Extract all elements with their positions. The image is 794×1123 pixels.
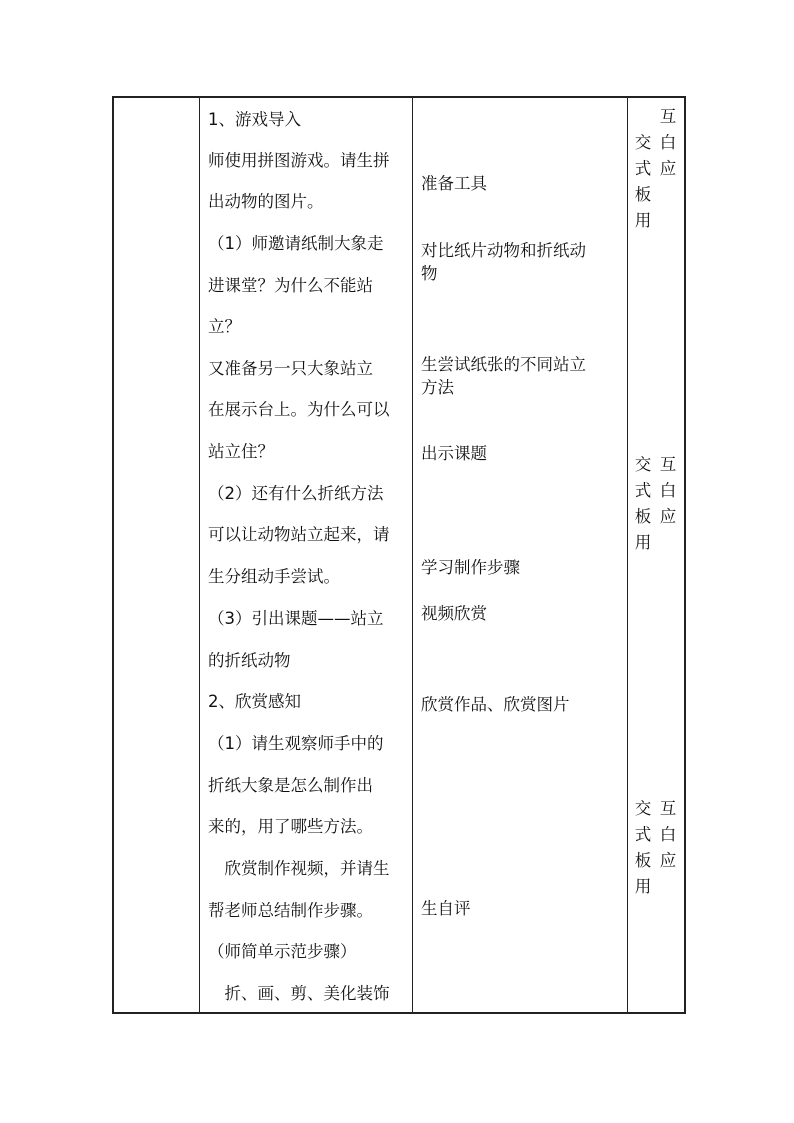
lesson-table bbox=[112, 96, 686, 1014]
activity-line: 折纸大象是怎么制作出 bbox=[208, 776, 373, 795]
note-char: 交 bbox=[634, 455, 652, 474]
note-char: 式 bbox=[634, 825, 652, 844]
note-vertical-left bbox=[634, 130, 652, 234]
note-vertical-left bbox=[634, 452, 652, 556]
note-char: 白 bbox=[659, 133, 677, 152]
student-line: 学习制作步骤 bbox=[421, 558, 520, 577]
student-line: 生自评 bbox=[421, 899, 471, 918]
note-char: 互 bbox=[659, 799, 677, 818]
note-char: 白 bbox=[659, 825, 677, 844]
activity-line: 站立住？ bbox=[208, 442, 274, 461]
student-line: 对比纸片动物和折纸动 bbox=[421, 241, 586, 260]
column-divider bbox=[412, 98, 413, 1012]
note-char: 互 bbox=[659, 107, 677, 126]
activity-line: 生分组动手尝试。 bbox=[208, 567, 340, 586]
activity-line: （师简单示范步骤） bbox=[208, 942, 357, 961]
note-char: 应 bbox=[659, 851, 677, 870]
student-line: 欣赏作品、欣赏图片 bbox=[421, 695, 570, 714]
activity-line: 来的，用了哪些方法。 bbox=[208, 817, 373, 836]
activity-line: （2）还有什么折纸方法 bbox=[208, 484, 384, 503]
student-line: 出示课题 bbox=[421, 444, 487, 463]
activity-line: （1）请生观察师手中的 bbox=[208, 734, 384, 753]
note-char: 式 bbox=[634, 481, 652, 500]
activity-line: 折、画、剪、美化装饰 bbox=[208, 984, 390, 1003]
student-line: 方法 bbox=[421, 378, 454, 397]
activity-line: （1）师邀请纸制大象走 bbox=[208, 234, 384, 253]
student-line: 视频欣赏 bbox=[421, 604, 487, 623]
activity-line: 又准备另一只大象站立 bbox=[208, 359, 373, 378]
activity-line: 出动物的图片。 bbox=[208, 192, 324, 211]
note-char: 应 bbox=[659, 159, 677, 178]
note-char: 用 bbox=[634, 877, 652, 896]
student-line: 准备工具 bbox=[421, 174, 487, 193]
activity-line: 1、游戏导入 bbox=[208, 110, 301, 129]
activity-line: 进课堂？为什么不能站 bbox=[208, 276, 373, 295]
note-vertical-right bbox=[659, 104, 677, 182]
activity-line: （3）引出课题——站立 bbox=[208, 609, 384, 628]
note-vertical-left bbox=[634, 796, 652, 900]
activity-line: 师使用拼图游戏。请生拼 bbox=[208, 151, 390, 170]
note-char: 白 bbox=[659, 481, 677, 500]
note-char: 板 bbox=[634, 507, 652, 526]
note-vertical-right bbox=[659, 796, 677, 874]
note-char: 交 bbox=[634, 799, 652, 818]
activity-line: 可以让动物站立起来，请 bbox=[208, 525, 390, 544]
note-char: 用 bbox=[634, 211, 652, 230]
activity-line: 2、欣赏感知 bbox=[208, 692, 301, 711]
note-char: 板 bbox=[634, 851, 652, 870]
activity-line: 在展示台上。为什么可以 bbox=[208, 400, 390, 419]
note-char: 应 bbox=[659, 507, 677, 526]
activity-line: 立？ bbox=[208, 317, 241, 336]
student-line: 生尝试纸张的不同站立 bbox=[421, 355, 586, 374]
note-char: 互 bbox=[659, 455, 677, 474]
column-divider bbox=[199, 98, 200, 1012]
note-char: 交 bbox=[634, 133, 652, 152]
note-vertical-right bbox=[659, 452, 677, 530]
activity-line: 帮老师总结制作步骤。 bbox=[208, 901, 373, 920]
note-char: 式 bbox=[634, 159, 652, 178]
student-line: 物 bbox=[421, 264, 438, 283]
note-char: 板 bbox=[634, 185, 652, 204]
column-divider bbox=[627, 98, 628, 1012]
note-char: 用 bbox=[634, 533, 652, 552]
activity-line: 欣赏制作视频，并请生 bbox=[208, 859, 390, 878]
activity-line: 的折纸动物 bbox=[208, 651, 291, 670]
